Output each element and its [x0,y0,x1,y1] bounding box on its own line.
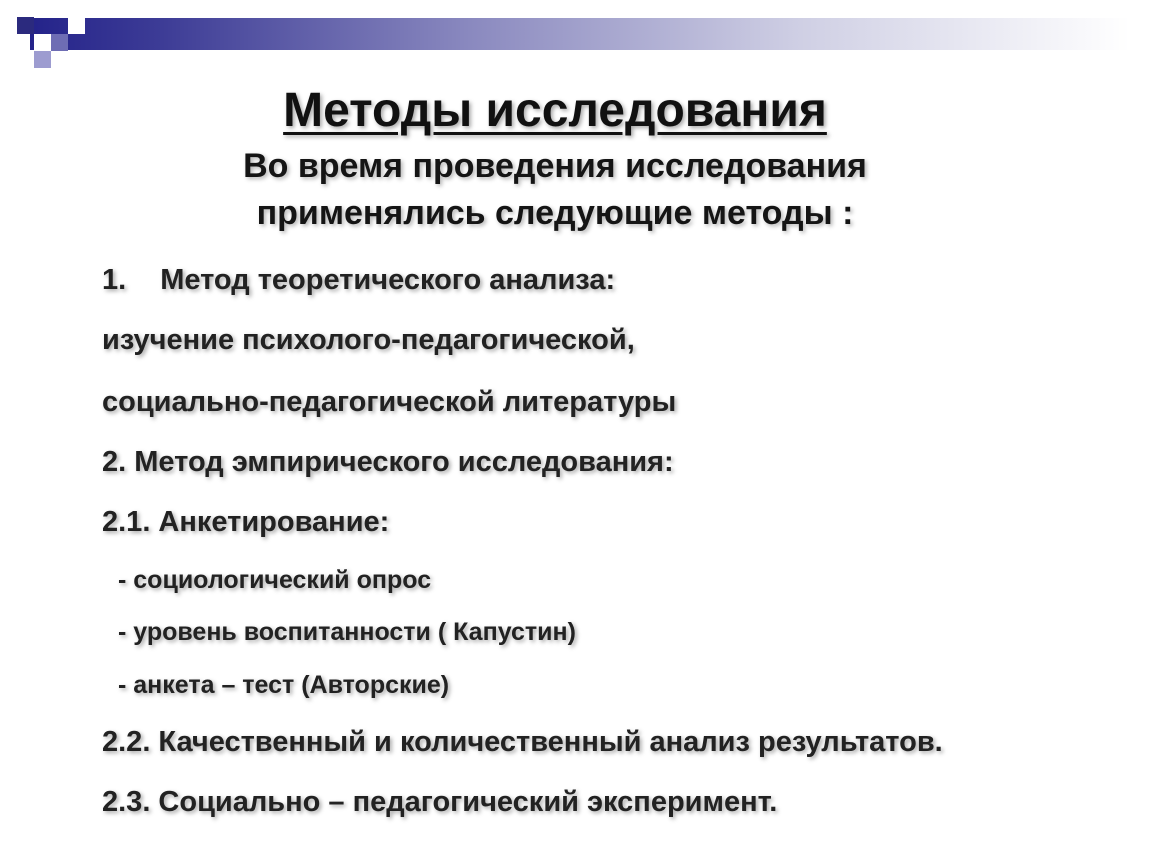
list-item-text: Метод теоретического анализа: [160,264,616,296]
list-item-survey: 2.1. Анкетирование: [102,506,390,538]
header-gradient-bar [30,18,1130,50]
list-item-method-1 [102,264,615,297]
decor-square [68,17,85,34]
list-item-method-2: 2. Метод эмпирического исследования: [102,446,674,478]
list-subitem: - уровень воспитанности ( Капустин) [118,618,576,646]
list-item: изучение психолого-педагогической, [102,324,635,356]
list-item-number: 1. [102,264,127,296]
slide-subtitle [0,143,1110,237]
list-subitem: - анкета – тест (Авторские) [118,671,450,699]
list-subitem: - социологический опрос [118,566,432,594]
decor-square [0,34,17,51]
list-item-experiment: 2.3. Социально – педагогический эксперимент. [102,786,778,818]
decor-square [34,34,51,51]
decor-square [17,17,34,34]
decor-square [0,17,17,34]
subtitle-line-1: Во время проведения исследования [243,147,867,185]
subtitle-line-2: применялись следующие методы : [256,194,854,232]
list-item-analysis: 2.2. Качественный и количественный анализ результатов. [102,726,943,758]
list-item: социально-педагогической литературы [102,386,677,418]
decor-square [17,51,34,68]
decor-square [34,51,51,68]
slide-title: Методы исследования [283,84,827,137]
decor-square [51,34,68,51]
